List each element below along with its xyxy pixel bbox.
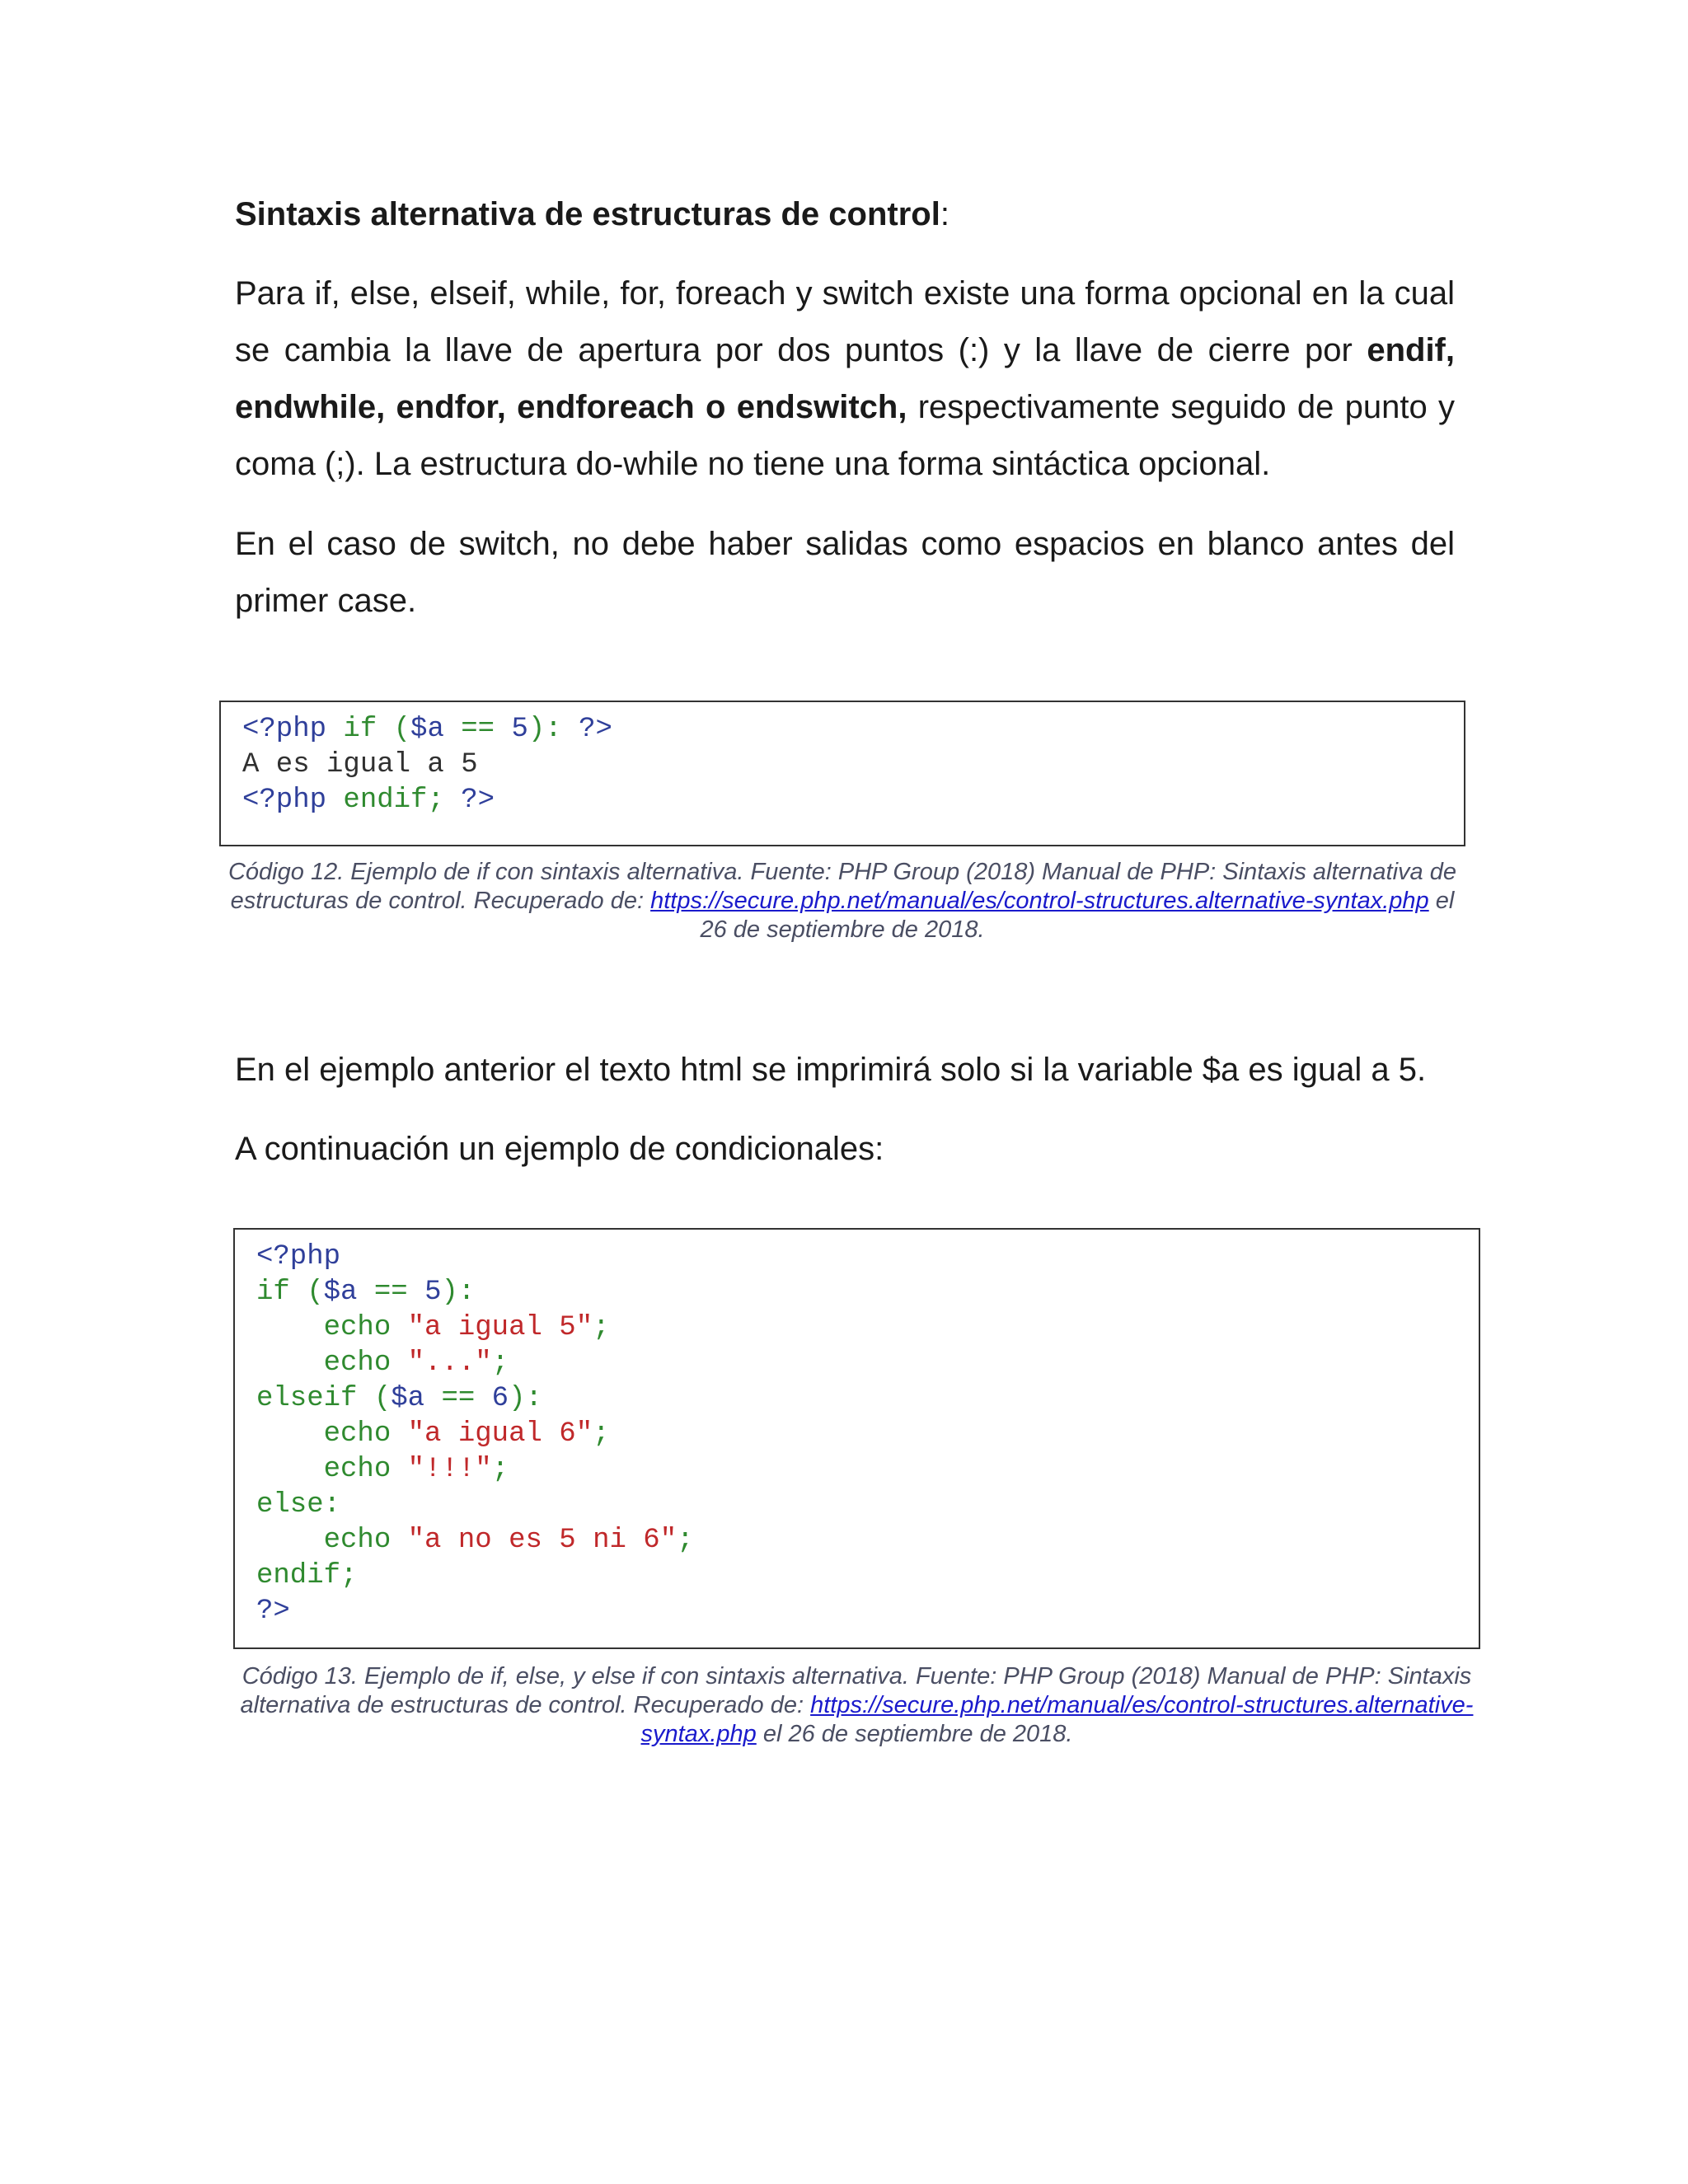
paragraph-bold-keywords: endif, endwhile, endfor, endforeach o endswitch, xyxy=(235,332,1455,425)
paragraph-text-part1: Para if, else, elseif, while, for, foreach y switch existe una forma opcional en la cual se cambia la llave de apertura por dos puntos (:) y la llave de cierre por xyxy=(235,275,1455,368)
code-token: $a xyxy=(410,714,462,745)
code-token: ): xyxy=(528,714,579,745)
code-token: "a igual 6" xyxy=(407,1418,593,1450)
code-line xyxy=(256,1523,1457,1558)
code-token: ): xyxy=(509,1383,542,1414)
code-token: 5 xyxy=(511,714,528,745)
caption-link[interactable]: https://secure.php.net/manual/es/control-structures.alternative-syntax.php xyxy=(640,1692,1474,1747)
code-token: "..." xyxy=(407,1347,492,1379)
code-token: ?> xyxy=(461,785,495,816)
code-token: ; xyxy=(593,1312,610,1343)
code-token: ?> xyxy=(579,714,612,745)
code-token: if xyxy=(256,1277,307,1308)
code-caption-12 xyxy=(216,858,1469,944)
code-token: ; xyxy=(593,1418,610,1450)
code-token: echo xyxy=(323,1525,408,1556)
code-token: ; xyxy=(491,1347,509,1379)
code-token: endif; xyxy=(343,785,462,816)
code-token: echo xyxy=(323,1347,408,1379)
code-token: <?php xyxy=(242,785,344,816)
code-token: == xyxy=(441,1383,492,1414)
code-line xyxy=(256,1417,1457,1452)
code-line: else: xyxy=(256,1489,341,1521)
caption-text: Código 13. Ejemplo de if, else, y else if con sintaxis alternativa. Fuente: PHP Group (2018) Manual de PHP: Sintaxis alternativa de estructuras de control. Recuperado de: xyxy=(240,1663,1472,1718)
code-token: if xyxy=(343,714,394,745)
code-line xyxy=(256,1452,1457,1488)
code-token: == xyxy=(373,1277,425,1308)
code-token: 5 xyxy=(424,1277,442,1308)
code-block-13 xyxy=(233,1228,1480,1649)
code-token: "a no es 5 ni 6" xyxy=(407,1525,678,1556)
code-line xyxy=(256,1346,1457,1381)
code-line xyxy=(256,1310,1457,1346)
caption-tail: el 26 de septiembre de 2018. xyxy=(756,1721,1073,1747)
code-line: A es igual a 5 xyxy=(242,749,478,780)
code-block-12 xyxy=(219,701,1465,846)
code-line: ?> xyxy=(256,1596,290,1627)
section-heading-colon: : xyxy=(940,196,950,232)
code-indent xyxy=(256,1347,324,1379)
code-line: <?php xyxy=(256,1241,341,1272)
code-indent xyxy=(256,1312,324,1343)
paragraph-syntax-description xyxy=(235,265,1455,493)
code-token: 6 xyxy=(491,1383,509,1414)
code-token: echo xyxy=(323,1454,408,1485)
paragraph-text-part2: respectivamente seguido de punto y coma (;). La estructura do-while no tiene una forma sintáctica opcional. xyxy=(235,389,1456,482)
code-token: "!!!" xyxy=(407,1454,492,1485)
paragraph-conditionals-intro: A continuación un ejemplo de condicionales: xyxy=(235,1131,884,1167)
code-caption-13 xyxy=(233,1662,1480,1749)
code-line xyxy=(256,1275,1457,1310)
code-token: ; xyxy=(491,1454,509,1485)
code-indent xyxy=(256,1418,324,1450)
paragraph-switch-note: En el caso de switch, no debe haber salidas como espacios en blanco antes del primer case. xyxy=(235,526,1455,619)
code-token: ( xyxy=(393,714,411,745)
code-token: == xyxy=(461,714,512,745)
caption-tail: el 26 de septiembre de 2018. xyxy=(700,888,1455,943)
code-line xyxy=(256,1381,1457,1417)
code-token: "a igual 5" xyxy=(407,1312,593,1343)
code-token: echo xyxy=(323,1418,408,1450)
code-token: ( xyxy=(373,1383,392,1414)
code-line xyxy=(242,783,1442,818)
code-token: ( xyxy=(307,1277,324,1308)
paragraph-example-explanation: En el ejemplo anterior el texto html se imprimirá solo si la variable $a es igual a 5. xyxy=(235,1052,1427,1088)
code-token: $a xyxy=(391,1383,442,1414)
code-token: <?php xyxy=(242,714,344,745)
code-token: elseif xyxy=(256,1383,374,1414)
code-line xyxy=(242,712,1442,748)
code-token: ; xyxy=(677,1525,694,1556)
caption-text: Código 12. Ejemplo de if con sintaxis alternativa. Fuente: PHP Group (2018) Manual de PHP: Sintaxis alternativa de estructuras de control. Recuperado de: xyxy=(227,859,1456,914)
code-token: ): xyxy=(441,1277,476,1308)
code-line: endif; xyxy=(256,1560,358,1591)
section-heading xyxy=(235,191,950,237)
code-token: $a xyxy=(323,1277,374,1308)
code-indent xyxy=(256,1454,324,1485)
section-heading-bold: Sintaxis alternativa de estructuras de control xyxy=(235,196,940,232)
code-indent xyxy=(256,1525,324,1556)
code-token: echo xyxy=(323,1312,408,1343)
caption-link[interactable]: https://secure.php.net/manual/es/control-structures.alternative-syntax.php xyxy=(650,888,1429,914)
